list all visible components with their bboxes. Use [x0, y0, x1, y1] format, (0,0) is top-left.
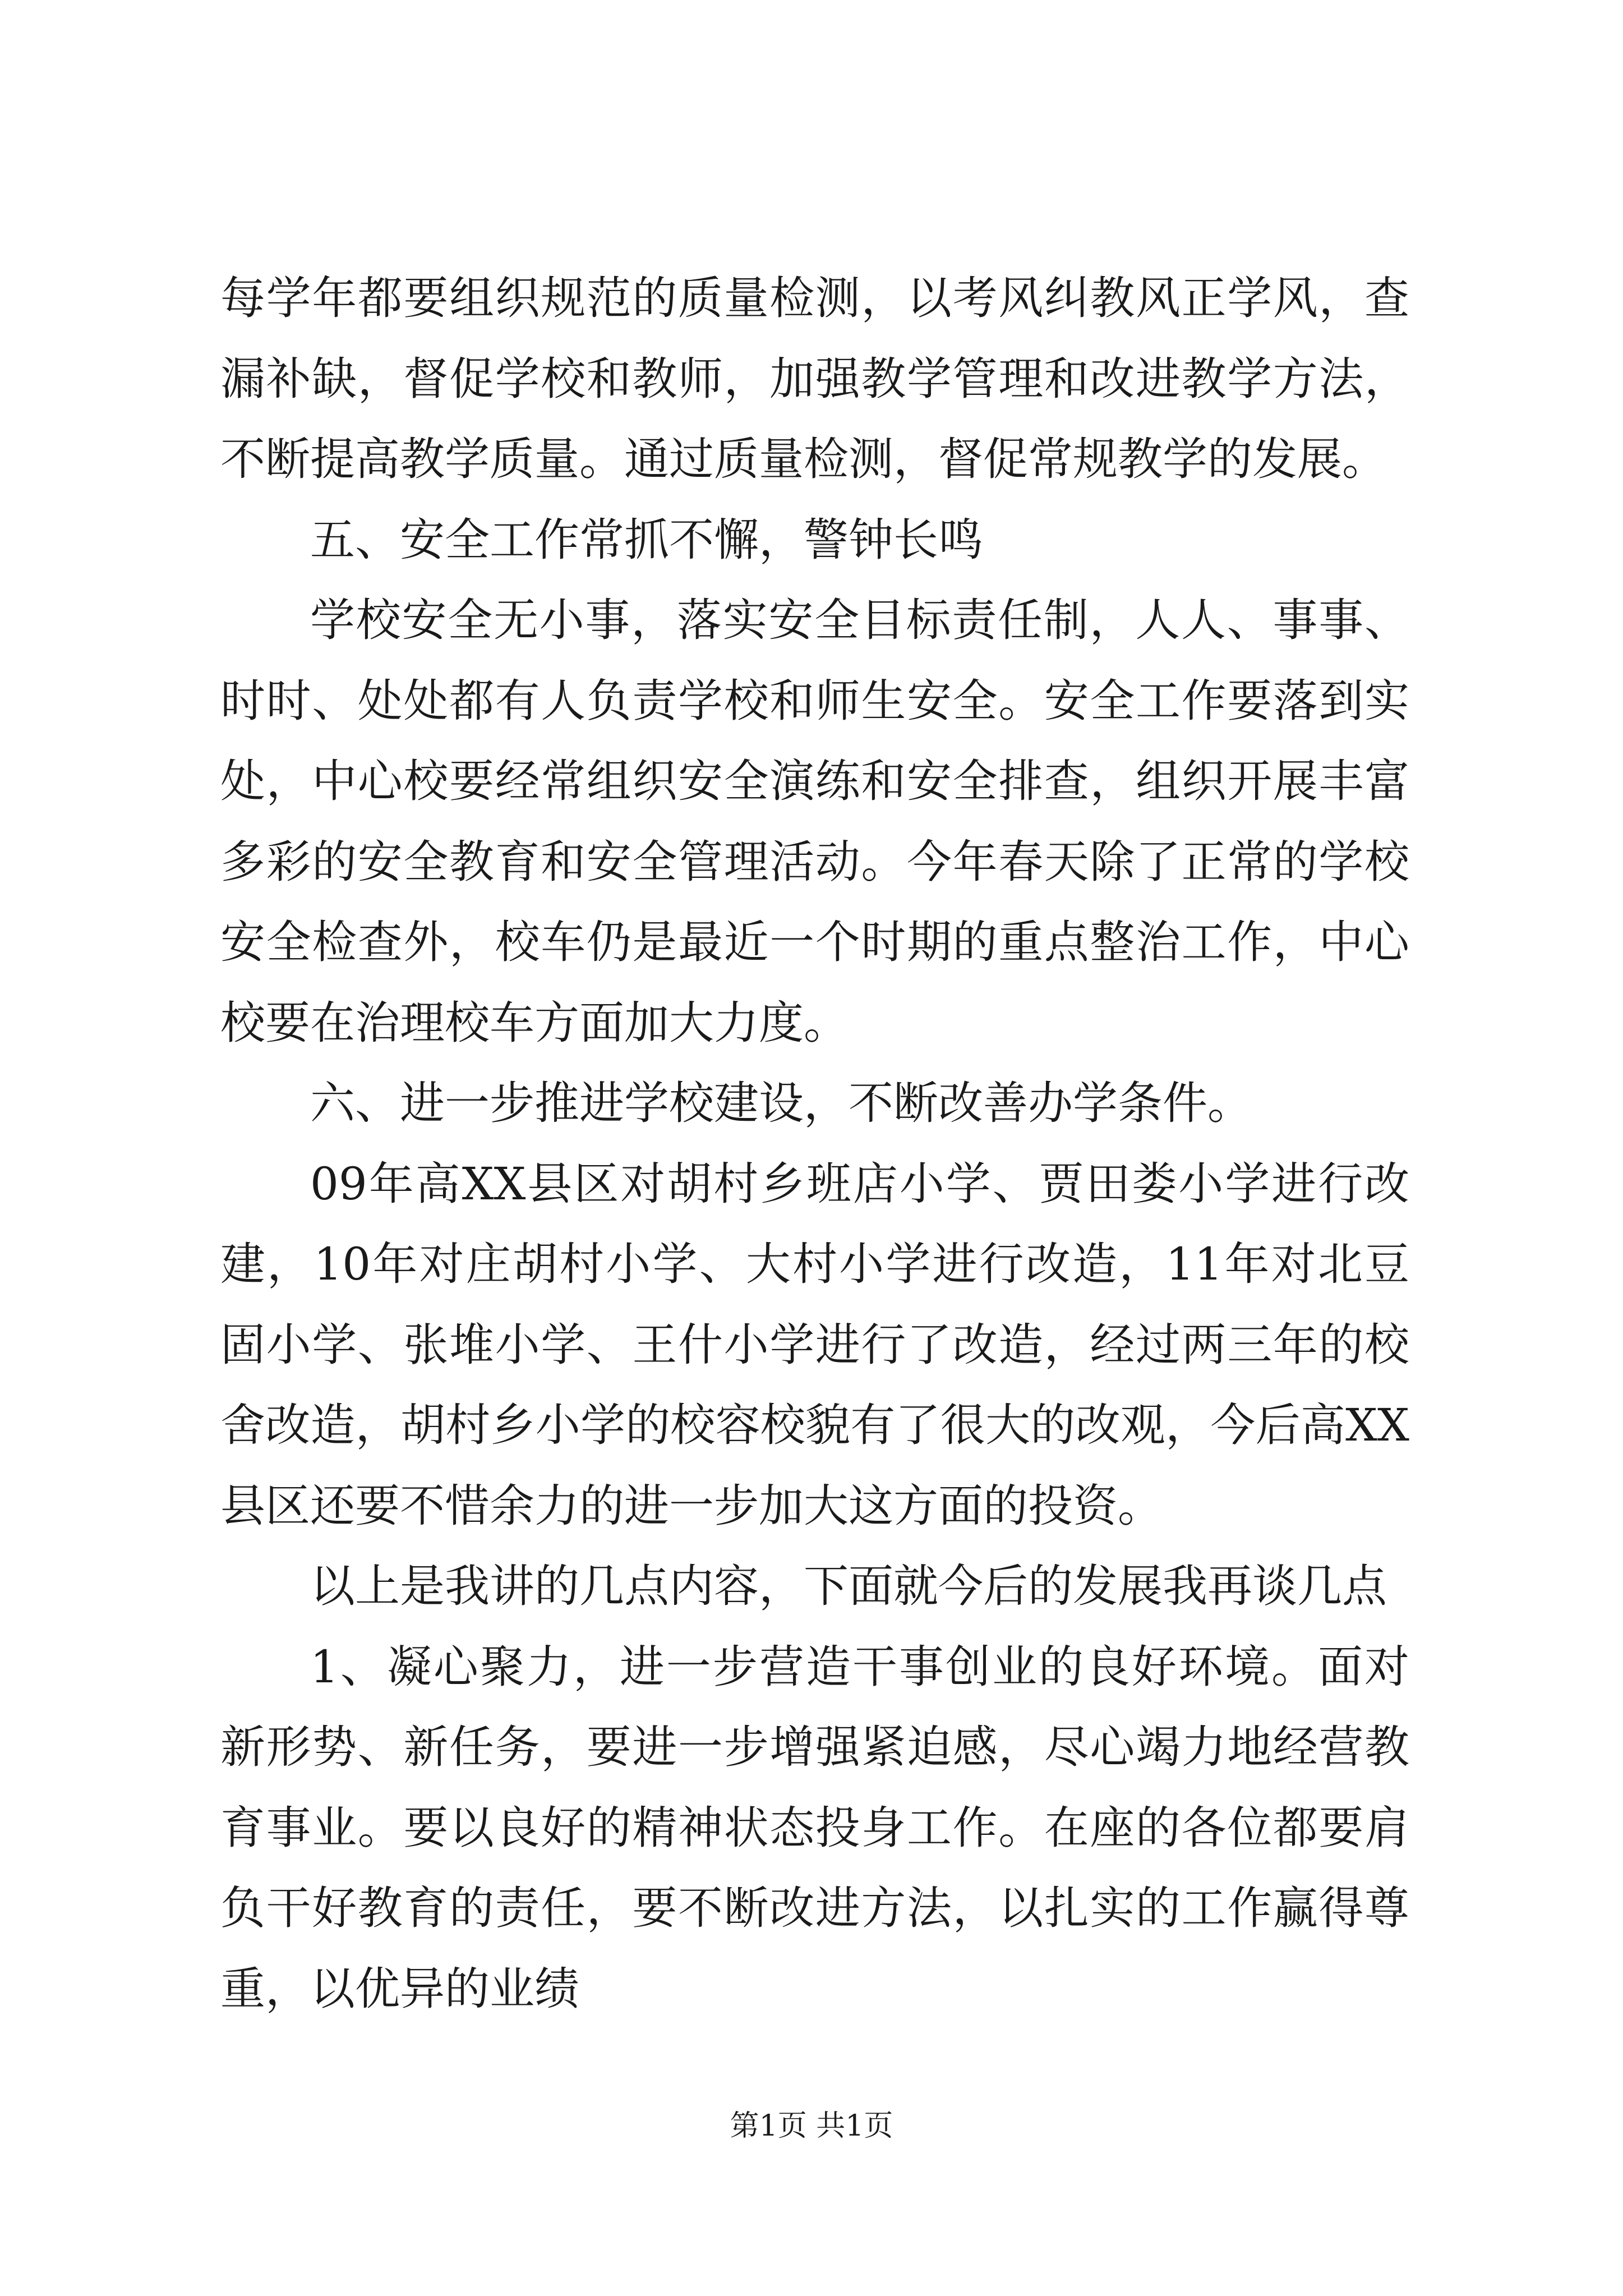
- paragraph-5: 1、凝心聚力，进一步营造干事创业的良好环境。面对新形势、新任务，要进一步增强紧迫感，尽心竭力地经营教育事业。要以良好的精神状态投身工作。在座的各位都要肩负干好教育的责任，要不断改进方法，以扎实的工作赢得尊重，以优异的业绩: [220, 1640, 1409, 2015]
- page-footer: [0, 2106, 1623, 2146]
- paragraph-2: 学校安全无小事，落实安全目标责任制，人人、事事、时时、处处都有人负责学校和师生安全。安全工作要落到实处，中心校要经常组织安全演练和安全排查，组织开展丰富多彩的安全教育和安全管理活动。今年春天除了正常的学校安全检查外，校车仍是最近一个时期的重点整治工作，中心校要在治理校车方面加大力度。: [220, 594, 1409, 1049]
- heading-section-5: 五、安全工作常抓不懈，警钟长鸣: [310, 513, 983, 566]
- document-body: [220, 258, 1409, 2029]
- paragraph-4: 以上是我讲的几点内容，下面就今后的发展我再谈几点: [310, 1560, 1387, 1612]
- page-number-label: 第1页 共1页: [730, 2109, 893, 2143]
- paragraph-3: 09年高XX县区对胡村乡班店小学、贾田娄小学进行改建，10年对庄胡村小学、大村小学进行改造，11年对北豆固小学、张堆小学、王什小学进行了改造，经过两三年的校舍改造，胡村乡小学的校容校貌有了很大的改观，今后高XX县区还要不惜余力的进一步加大这方面的投资。: [220, 1157, 1409, 1532]
- heading-section-6: 六、进一步推进学校建设，不断改善办学条件。: [310, 1077, 1252, 1129]
- paragraph-1: 每学年都要组织规范的质量检测，以考风纠教风正学风，查漏补缺，督促学校和教师，加强教学管理和改进教学方法，不断提高教学质量。通过质量检测，督促常规教学的发展。: [220, 272, 1409, 485]
